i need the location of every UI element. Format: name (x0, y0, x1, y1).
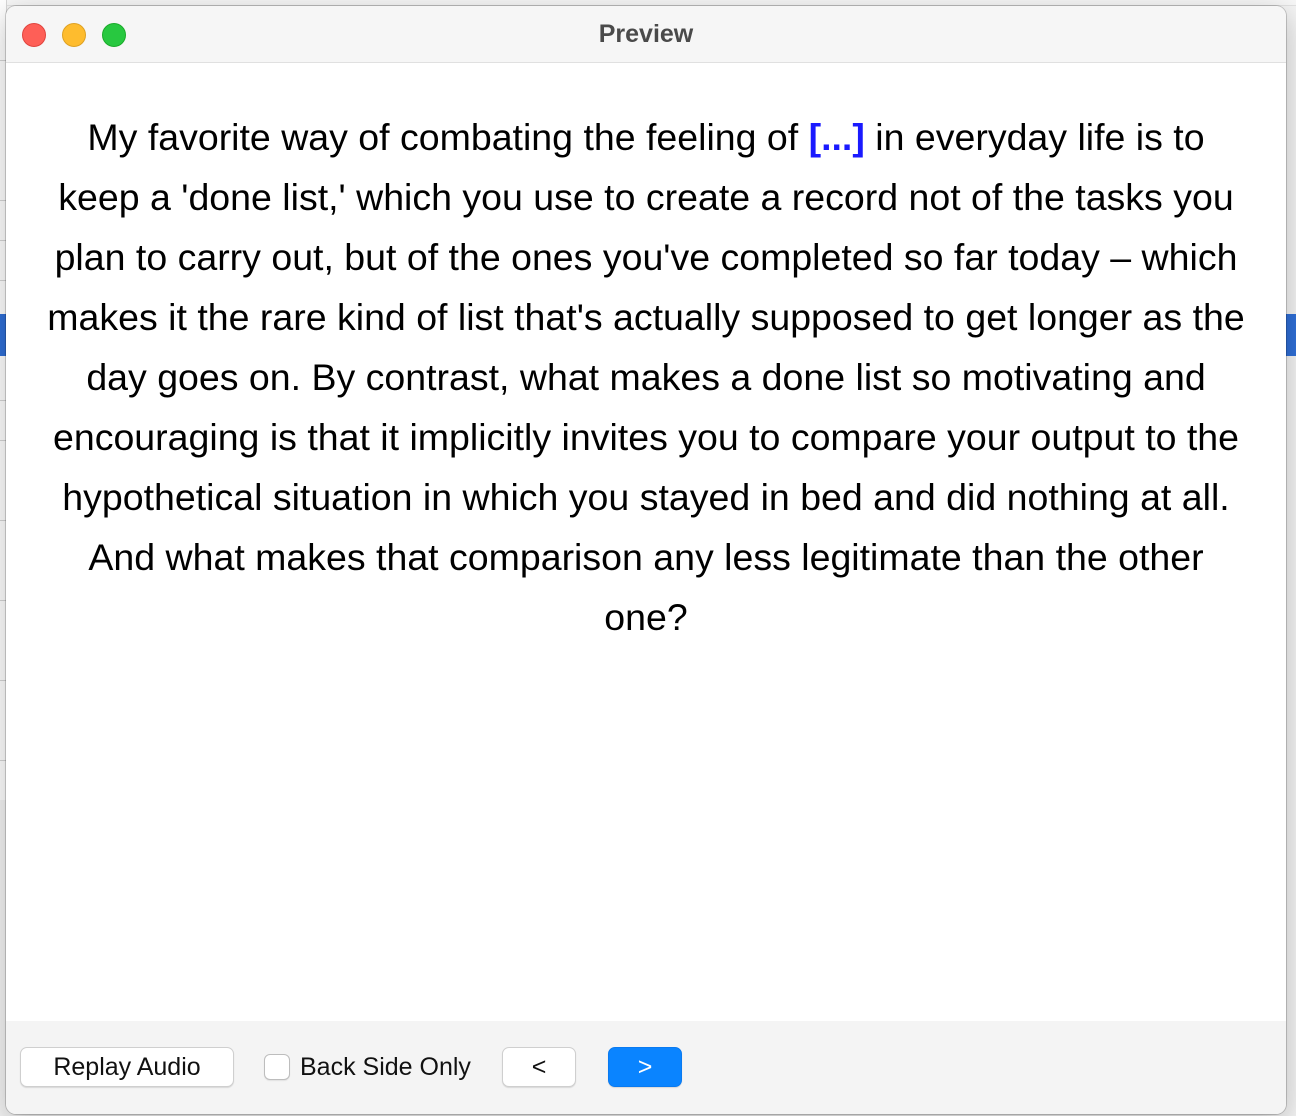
card-text-after: in everyday life is to keep a 'done list,' which you use to create a record not of the tasks you plan to carry out, but of the ones you've completed so far today – which makes it the rare kind of list that's actually supposed to get longer as the day goes on. By contrast, what makes a done list so motivating and encouraging is that it implicitly invites you to compare your output to the hypothetical situation in which you stayed in bed and did nothing at all. And what makes that comparison any less legitimate than the other one? (47, 116, 1245, 638)
previous-card-button[interactable]: < (502, 1047, 576, 1087)
preview-window (6, 6, 1286, 1114)
card-preview-area (6, 63, 1286, 1021)
back-side-only-toggle[interactable] (264, 1047, 471, 1087)
replay-audio-button[interactable]: Replay Audio (20, 1047, 234, 1087)
back-side-only-checkbox[interactable] (264, 1054, 290, 1080)
title-bar[interactable] (6, 6, 1286, 63)
cloze-deletion: [...] (808, 116, 865, 158)
card-text-before: My favorite way of combating the feeling of (87, 116, 809, 158)
next-card-button[interactable]: > (608, 1047, 682, 1087)
preview-controls-bar (6, 1021, 1286, 1114)
window-title: Preview (598, 20, 694, 48)
back-side-only-label[interactable]: Back Side Only (300, 1052, 471, 1081)
card-text (42, 107, 1250, 647)
